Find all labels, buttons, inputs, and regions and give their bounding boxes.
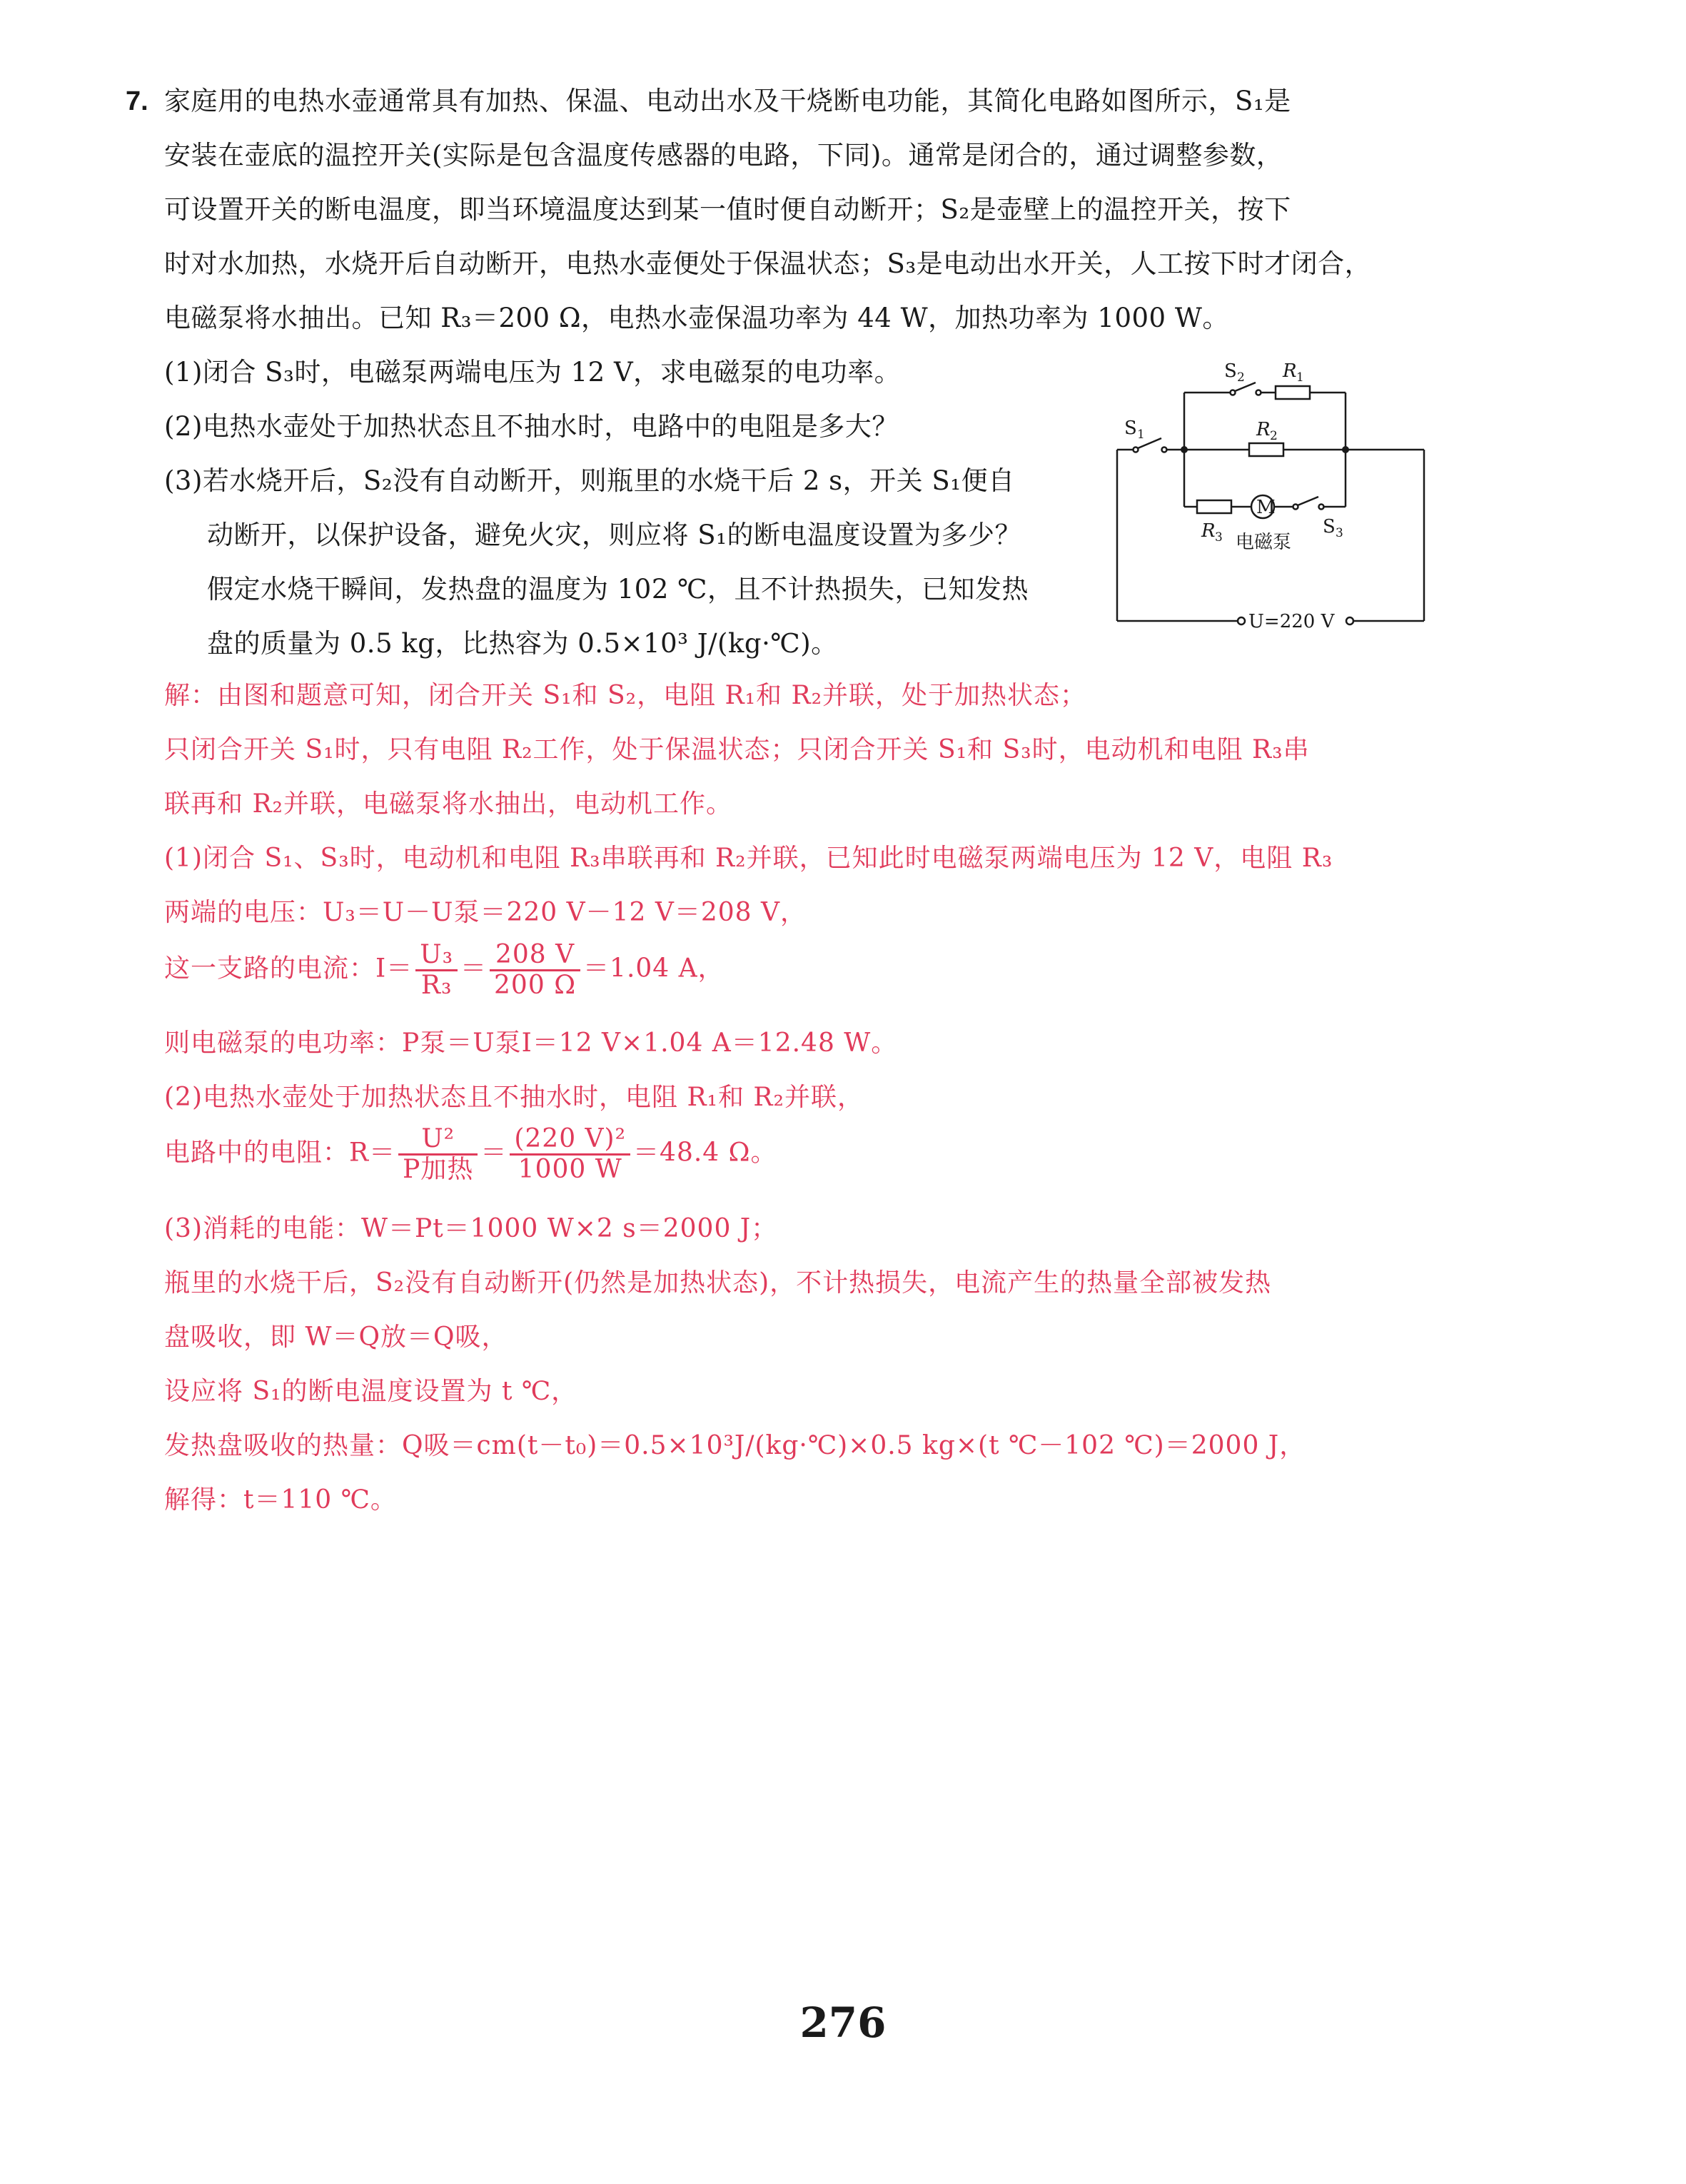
switch-s1-label: S <box>1124 418 1137 439</box>
question-text-line: 家庭用的电热水壶通常具有加热、保温、电动出水及干烧断电功能，其简化电路如图所示，S₁是 <box>164 86 1291 116</box>
answer-line: (1)闭合 S₁、S₃时，电动机和电阻 R₃串联再和 R₂并联，已知此时电磁泵两端电压为 12 V，电阻 R₃ <box>164 844 1333 873</box>
part3-line: 设应将 S₁的断电温度设置为 t ℃， <box>164 1377 578 1406</box>
fraction <box>415 941 458 1000</box>
question-text-line: 可设置开关的断电温度，即当环境温度达到某一值时便自动断开；S₂是壶壁上的温控开关，按下 <box>164 194 1291 225</box>
sub-question-2: (2)电热水壶处于加热状态且不抽水时，电路中的电阻是多大？ <box>164 411 899 442</box>
circuit-diagram <box>1110 357 1431 642</box>
fraction <box>398 1125 478 1184</box>
sub-question-3-cont: 假定水烧干瞬间，发热盘的温度为 102 ℃，且不计热损失，已知发热 <box>207 574 1029 605</box>
pump-power-line: 则电磁泵的电功率：P泵＝U泵I＝12 V×1.04 A＝12.48 W。 <box>164 1028 898 1058</box>
part3-line: 瓶里的水烧干后，S₂没有自动断开(仍然是加热状态)，不计热损失，电流产生的热量全部被发热 <box>164 1268 1272 1298</box>
fraction-numerator: U² <box>398 1125 478 1156</box>
part3-line: 盘吸收，即 W＝Q放＝Q吸， <box>164 1323 508 1352</box>
fraction-denominator: P加热 <box>403 1155 474 1184</box>
resistance-formula-result: ＝48.4 Ω。 <box>633 1138 777 1168</box>
part2-line: (2)电热水壶处于加热状态且不抽水时，电阻 R₁和 R₂并联， <box>164 1083 864 1112</box>
question-text-line: 电磁泵将水抽出。已知 R₃＝200 Ω，电热水壶保温功率为 44 W，加热功率为 1000 W。 <box>164 303 1229 333</box>
current-formula-prefix: 这一支路的电流：I＝ <box>164 954 413 984</box>
resistance-formula <box>164 1125 777 1184</box>
resistor-r3-label: R <box>1201 520 1216 542</box>
fraction-numerator: 208 V <box>490 941 580 971</box>
part3-line: 发热盘吸收的热量：Q吸＝cm(t－t₀)＝0.5×10³J/(kg·℃)×0.5 kg×(t ℃－102 ℃)＝2000 J， <box>164 1431 1306 1460</box>
question-text-line: 时对水加热，水烧开后自动断开，电热水壶便处于保温状态；S₃是电动出水开关，人工按下时才闭合， <box>164 248 1372 279</box>
pump-label: 电磁泵 <box>1236 532 1292 553</box>
resistor-r1-subscript: 1 <box>1296 370 1304 385</box>
resistor-r3-subscript: 3 <box>1215 530 1223 545</box>
part3-line: 解得：t＝110 ℃。 <box>164 1485 397 1515</box>
page-number: 276 <box>799 1998 887 2047</box>
switch-s3-subscript: 3 <box>1336 526 1343 540</box>
fraction-denominator: R₃ <box>420 971 453 1000</box>
resistance-formula-prefix: 电路中的电阻：R＝ <box>164 1138 396 1168</box>
switch-s2-subscript: 2 <box>1237 370 1245 385</box>
switch-s1-subscript: 1 <box>1137 428 1145 442</box>
fraction-numerator: (220 V)² <box>510 1125 630 1156</box>
sub-question-3: (3)若水烧开后，S₂没有自动断开，则瓶里的水烧干后 2 s，开关 S₁便自 <box>164 465 1015 496</box>
current-formula <box>164 941 725 1000</box>
answer-line: 联再和 R₂并联，电磁泵将水抽出，电动机工作。 <box>164 789 732 819</box>
answer-line: 解：由图和题意可知，闭合开关 S₁和 S₂，电阻 R₁和 R₂并联，处于加热状态； <box>164 681 1087 710</box>
fraction-denominator: 200 Ω <box>494 971 577 1000</box>
fraction-numerator: U₃ <box>415 941 458 971</box>
resistor-r1-label: R <box>1283 360 1297 382</box>
answer-line: 只闭合开关 S₁时，只有电阻 R₂工作，处于保温状态；只闭合开关 S₁和 S₃时，电动机和电阻 R₃串 <box>164 735 1310 764</box>
motor-icon: M <box>1256 497 1276 518</box>
equals-sign: ＝ <box>460 954 488 984</box>
question-number: 7. <box>126 86 148 116</box>
part3-line: (3)消耗的电能：W＝Pt＝1000 W×2 s＝2000 J； <box>164 1214 778 1243</box>
sub-question-3-cont: 盘的质量为 0.5 kg，比热容为 0.5×10³ J/(kg·℃)。 <box>207 628 838 659</box>
voltage-label: U=220 V <box>1248 611 1335 632</box>
question-text-line: 安装在壶底的温控开关(实际是包含温度传感器的电路，下同)。通常是闭合的，通过调整参数， <box>164 140 1283 171</box>
switch-s2-label: S <box>1224 360 1237 382</box>
fraction <box>510 1125 630 1184</box>
resistor-r2-subscript: 2 <box>1270 429 1278 443</box>
equals-sign: ＝ <box>480 1138 508 1168</box>
sub-question-1: (1)闭合 S₃时，电磁泵两端电压为 12 V，求电磁泵的电功率。 <box>164 357 902 388</box>
fraction-denominator: 1000 W <box>518 1155 622 1184</box>
switch-s3-label: S <box>1323 516 1336 537</box>
resistor-r2-label: R <box>1256 419 1271 440</box>
answer-line: 两端的电压：U₃＝U－U泵＝220 V－12 V＝208 V， <box>164 898 807 927</box>
fraction <box>490 941 580 1000</box>
sub-question-3-cont: 动断开，以保护设备，避免火灾，则应将 S₁的断电温度设置为多少？ <box>207 520 1021 550</box>
current-formula-result: ＝1.04 A， <box>583 954 725 984</box>
